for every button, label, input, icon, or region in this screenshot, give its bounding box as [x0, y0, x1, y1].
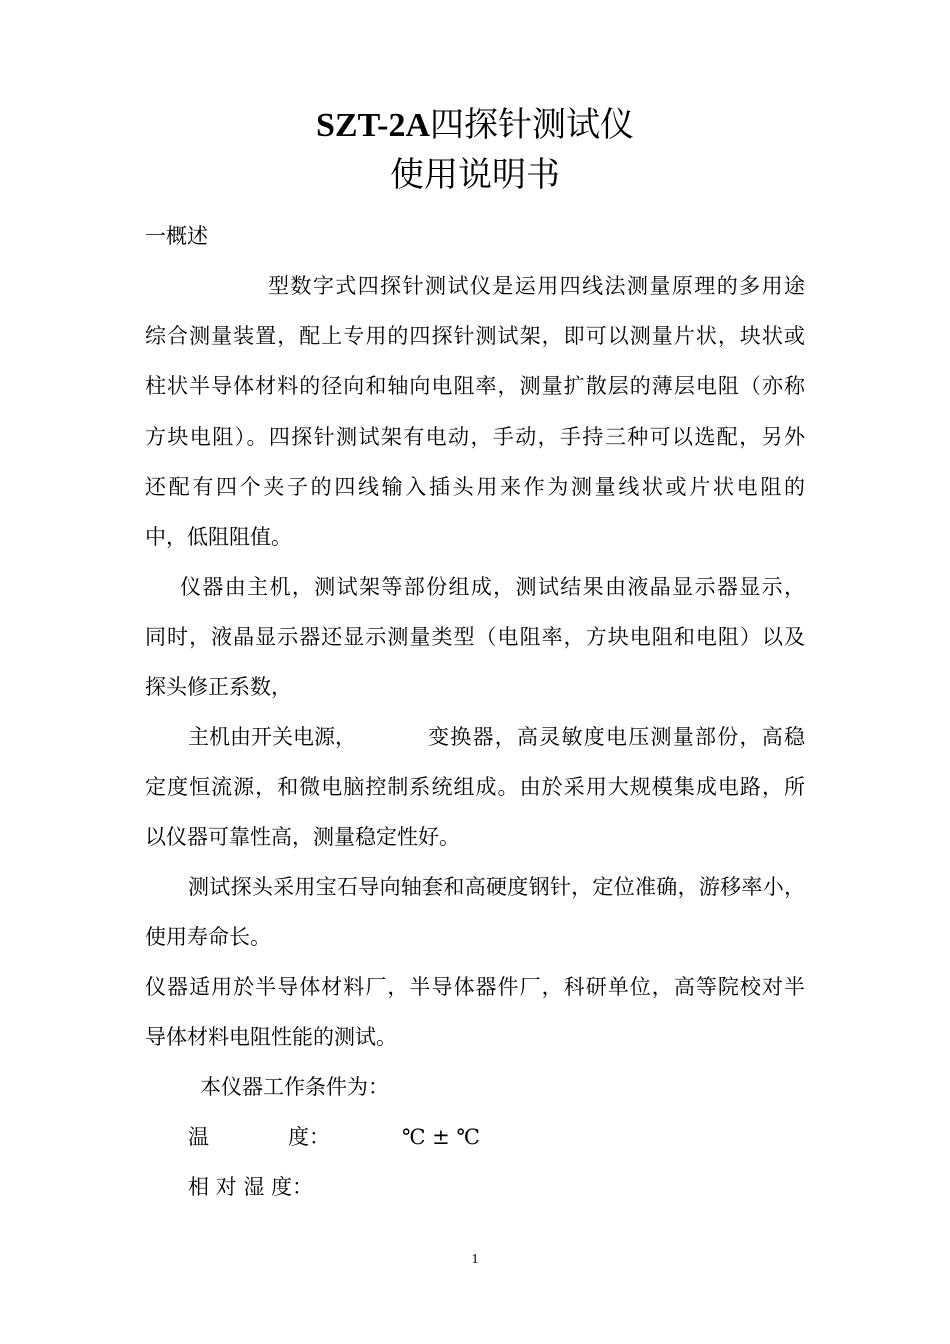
- paragraph-line: 还配有四个夹子的四线输入插头用来作为测量线状或片状电阻的: [145, 475, 805, 499]
- paragraph-line: 使用寿命长。: [145, 925, 271, 949]
- paragraph-line: 以仪器可靠性高，测量稳定性好。: [145, 825, 460, 849]
- paragraph-line: 型数字式四探针测试仪是运用四线法测量原理的多用途: [268, 274, 805, 298]
- section-heading: 一概述: [145, 224, 208, 248]
- paragraph-line: 方块电阻）。四探针测试架有电动，手动，手持三种可以选配，另外: [145, 425, 805, 449]
- paragraph-line: 中，低阻阻值。: [145, 525, 292, 549]
- paragraph-line: 定度恒流源，和微电脑控制系统组成。由於采用大规模集成电路，所: [145, 775, 805, 799]
- document-subtitle: 使用说明书: [390, 155, 560, 195]
- paragraph-line: 变换器，高灵敏度电压测量部份，高稳: [428, 725, 805, 749]
- paragraph-line: 导体材料电阻性能的测试。: [145, 1025, 397, 1049]
- paragraph-line: 仪器适用於半导体材料厂，半导体器件厂，科研单位，高等院校对半: [145, 975, 805, 999]
- temperature-label-part2: 度：: [288, 1125, 330, 1149]
- model-number: SZT-2A: [315, 107, 431, 144]
- paragraph-line: 主机由开关电源，: [188, 725, 356, 749]
- paragraph-line: 探头修正系数，: [145, 675, 292, 699]
- paragraph-line: 本仪器工作条件为：: [200, 1075, 389, 1099]
- temperature-label-part1: 温: [188, 1125, 209, 1149]
- page-number: 1: [471, 1252, 479, 1267]
- document-title: [0, 103, 950, 148]
- humidity-label: 相 对 湿 度：: [188, 1175, 314, 1199]
- paragraph-line: 综合测量装置，配上专用的四探针测试架，即可以测量片状，块状或: [145, 324, 805, 348]
- paragraph-line: 柱状半导体材料的径向和轴向电阻率，测量扩散层的薄层电阻（亦称: [145, 374, 805, 398]
- paragraph-line: 仪器由主机，测试架等部份组成，测试结果由液晶显示器显示，: [180, 575, 805, 599]
- paragraph-line: 测试探头采用宝石导向轴套和高硬度钢针，定位准确，游移率小，: [188, 875, 805, 899]
- instrument-name: 四探针测试仪: [430, 105, 635, 145]
- temperature-value: ℃ ± ℃: [402, 1125, 480, 1149]
- paragraph-line: 同时，液晶显示器还显示测量类型（电阻率，方块电阻和电阻）以及: [145, 625, 805, 649]
